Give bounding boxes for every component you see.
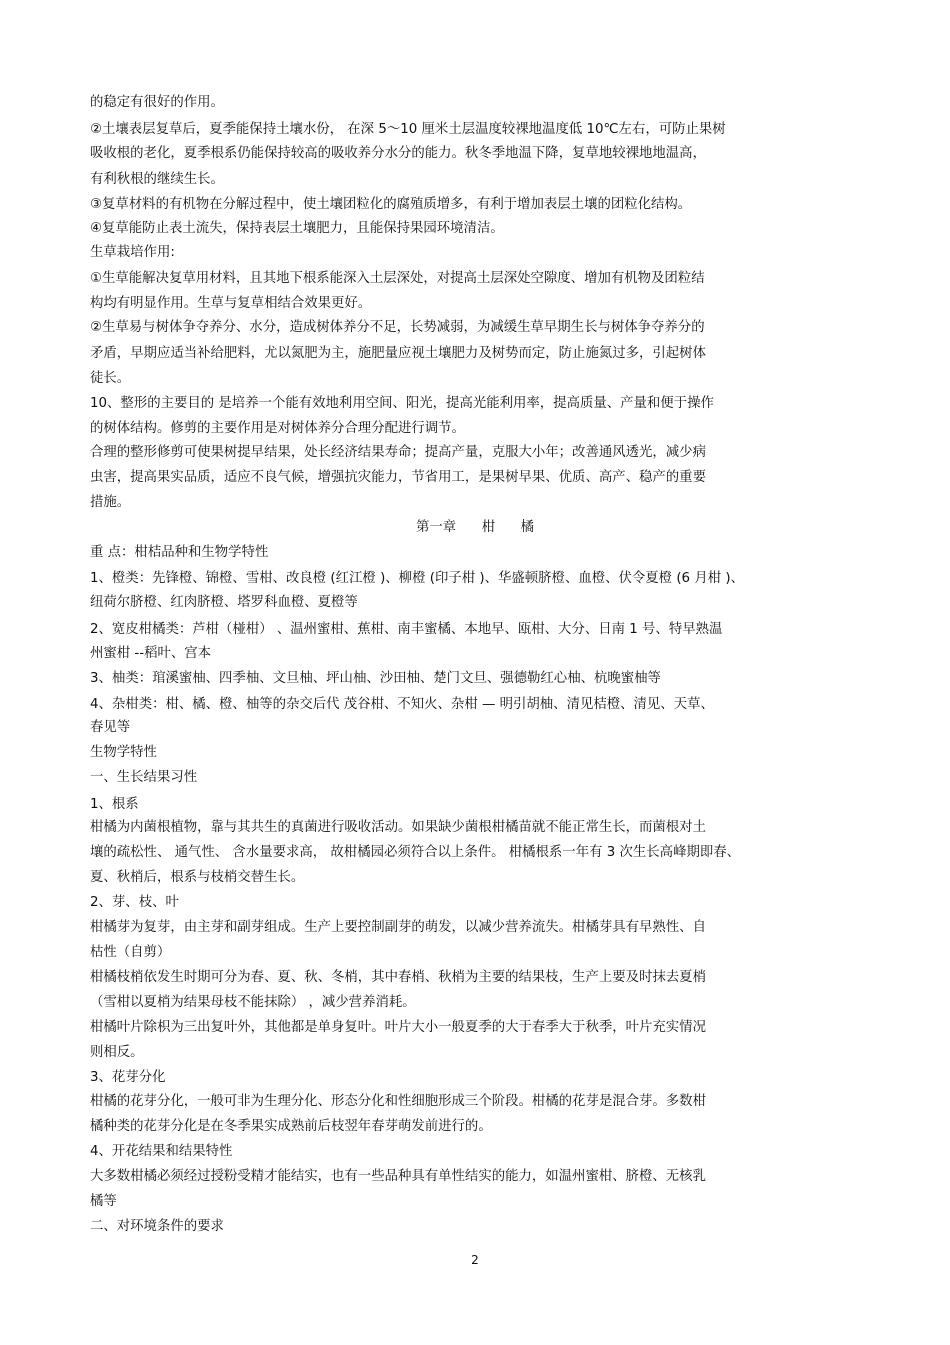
text-line: ②生草易与树体争夺养分、水分，造成树体养分不足，长势减弱，为减缓生草早期生长与树体争夺养分的: [90, 320, 705, 335]
text-line: 春见等: [90, 720, 131, 735]
text-line: 州蜜柑 --稻叶、宫本: [90, 646, 212, 661]
page-number: 2: [471, 1253, 479, 1267]
text-line: ④复草能防止表土流失，保持表层土壤肥力，且能保持果园环境清洁。: [90, 221, 504, 236]
text-line: 措施。: [90, 495, 131, 510]
section-heading: 二、对环境条件的要求: [90, 1219, 224, 1234]
text-line: 柑橘为内菌根植物，靠与其共生的真菌进行吸收活动。如果缺少菌根柑橘苗就不能正常生长，而菌根对土: [90, 820, 706, 835]
text-line: 柑橘的花芽分化，一般可非为生理分化、形态分化和性细胞形成三个阶段。柑橘的花芽是混合芽。多数柑: [90, 1094, 706, 1109]
text-line: ①生草能解决复草用材料，且其地下根系能深入土层深处，对提高土层深处空隙度、增加有机物及团粒结: [90, 271, 705, 286]
text-line: 虫害，提高果实品质，适应不良气候，增强抗灾能力，节省用工，是果树早果、优质、高产、稳产的重要: [90, 470, 706, 485]
chapter-title: 第一章 柑 橘: [415, 520, 535, 535]
section-heading: 生草栽培作用:: [90, 245, 175, 260]
text-line: 的稳定有很好的作用。: [90, 95, 224, 110]
text-line: 徒长。: [90, 371, 131, 386]
text-line: 4、杂柑类：柑、橘、橙、柚等的杂交后代 茂谷柑、不知火、杂柑 — 明引胡柚、清见桔橙、清见、天草、: [90, 697, 714, 712]
text-line: ③复草材料的有机物在分解过程中，使土壤团粒化的腐殖质增多，有利于增加表层土壤的团粒化结构。: [90, 197, 692, 212]
text-line: 则相反。: [90, 1045, 144, 1060]
text-line: 吸收根的老化，夏季根系仍能保持较高的吸收养分水分的能力。秋冬季地温下降，复草地较裸地地温高，: [90, 146, 706, 161]
text-line: 橘等: [90, 1194, 117, 1209]
text-line: 10、整形的主要目的 是培养一个能有效地利用空间、阳光，提高光能利用率，提高质量、产量和便于操作: [90, 396, 714, 411]
text-line: 的树体结构。修剪的主要作用是对树体养分合理分配进行调节。: [90, 421, 465, 436]
section-heading: 生物学特性: [90, 745, 157, 760]
text-line: 2、宽皮柑橘类：芦柑（椪柑） 、温州蜜柑、蕉柑、南丰蜜橘、本地早、瓯柑、大分、日南 1 号、特早熟温: [90, 622, 723, 637]
text-line: 夏、秋梢后，根系与枝梢交替生长。: [90, 870, 305, 885]
text-line: （雪柑以夏梢为结果母枝不能抹除） ，减少营养消耗。: [90, 995, 416, 1010]
text-line: ②土壤表层复草后，夏季能保持土壤水份， 在深 5～10 厘米土层温度较裸地温度低 10℃左右，可防止果树: [90, 122, 726, 137]
text-line: 纽荷尔脐橙、红肉脐橙、塔罗科血橙、夏橙等: [90, 595, 358, 610]
text-line: 构均有明显作用。生草与复草相结合效果更好。: [90, 296, 372, 311]
section-heading: 1、根系: [90, 797, 139, 812]
section-heading: 一、生长结果习性: [90, 770, 198, 785]
text-line: 柑橘叶片除枳为三出复叶外，其他都是单身复叶。叶片大小一般夏季的大于春季大于秋季，叶片充实情况: [90, 1020, 706, 1035]
text-line: 大多数柑橘必须经过授粉受精才能结实，也有一些品种具有单性结实的能力，如温州蜜柑、脐橙、无核乳: [90, 1169, 706, 1184]
section-heading: 2、芽、枝、叶: [90, 895, 179, 910]
text-line: 3、柚类：琯溪蜜柚、四季柚、文旦柚、坪山柚、沙田柚、楚门文旦、强德勒红心柚、杭晚蜜柚等: [90, 671, 661, 686]
text-line: 枯性（自剪）: [90, 945, 171, 960]
text-line: 1、橙类：先锋橙、锦橙、雪柑、改良橙 (红江橙 )、柳橙 (印子柑 )、华盛顿脐橙、血橙、伏令夏橙 (6 月柑 )、: [90, 571, 744, 586]
text-line: 矛盾，早期应适当补给肥料，尤以氮肥为主，施肥量应视土壤肥力及树势而定，防止施氮过多，引起树体: [90, 346, 706, 361]
text-line: 有利秋根的继续生长。: [90, 172, 224, 187]
text-line: 柑橘芽为复芽，由主芽和副芽组成。生产上要控制副芽的萌发，以减少营养流失。柑橘芽具有早熟性、自: [90, 920, 706, 935]
text-line: 柑橘枝梢依发生时期可分为春、夏、秋、冬梢，其中春梢、秋梢为主要的结果枝，生产上要及时抹去夏梢: [90, 970, 706, 985]
text-line: 橘种类的花芽分化是在冬季果实成熟前后枝翌年春芽萌发前进行的。: [90, 1119, 492, 1134]
section-heading: 4、开花结果和结果特性: [90, 1144, 233, 1159]
text-line: 壤的疏松性、 通气性、 含水量要求高， 故柑橘园必须符合以上条件。 柑橘根系一年有 3 次生长高峰期即春、: [90, 845, 741, 860]
section-heading: 3、花芽分化: [90, 1070, 166, 1085]
text-line: 合理的整形修剪可使果树提早结果，处长经济结果寿命；提高产量，克服大小年；改善通风透光，减少病: [90, 445, 706, 460]
text-line: 重 点：柑桔品种和生物学特性: [90, 545, 269, 560]
